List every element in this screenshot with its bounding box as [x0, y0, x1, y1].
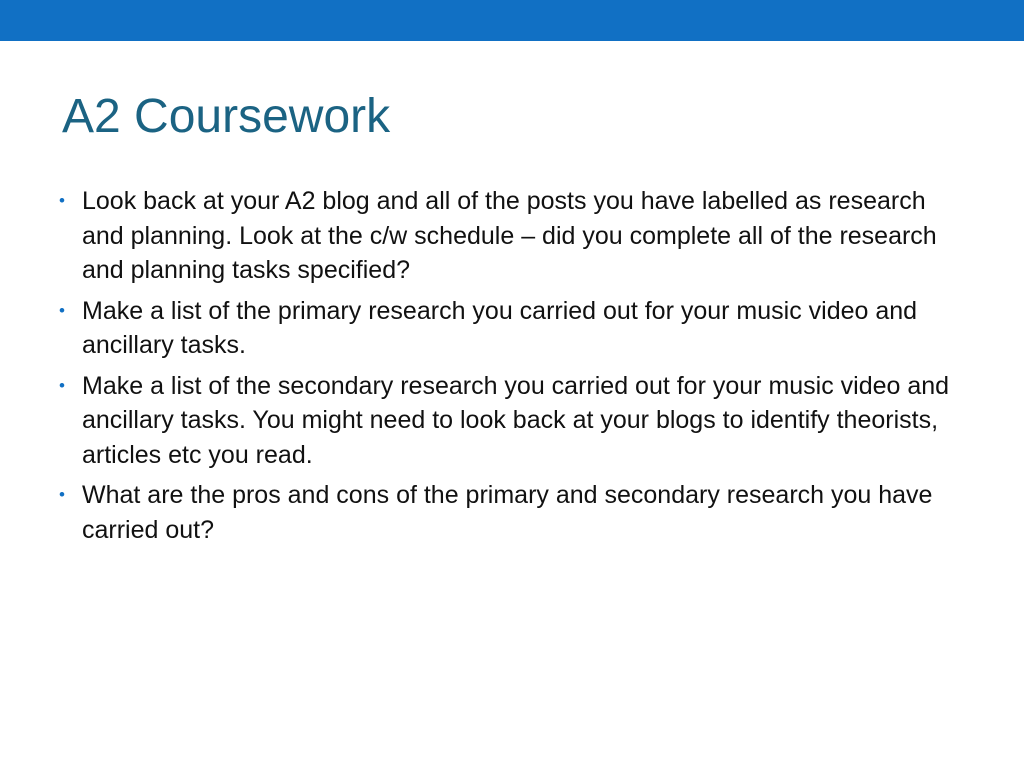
bullet-text: Make a list of the primary research you carried out for your music video and ancillary tasks. — [82, 296, 918, 359]
bullet-dot-icon: • — [59, 300, 65, 320]
bullet-dot-icon: • — [59, 485, 65, 504]
bullet-item — [56, 369, 956, 473]
bullet-list — [56, 184, 956, 553]
bullet-dot-icon: • — [59, 375, 65, 395]
bullet-item — [56, 184, 956, 288]
bullet-dot-icon: • — [59, 191, 65, 210]
bullet-text: Look back at your A2 blog and all of the posts you have labelled as research and planning. Look at the c/w schedule – did you complete all of the research and planning tasks specified? — [82, 187, 937, 284]
top-accent-bar — [0, 0, 1024, 41]
slide-title: A2 Coursework — [62, 90, 391, 143]
bullet-text: What are the pros and cons of the primary and secondary research you have carried out? — [82, 481, 933, 544]
bullet-item — [56, 478, 956, 547]
bullet-item — [56, 294, 956, 363]
bullet-text: Make a list of the secondary research you carried out for your music video and ancillary tasks. You might need to look back at your blogs to identify theorists, articles etc you read. — [82, 371, 950, 469]
